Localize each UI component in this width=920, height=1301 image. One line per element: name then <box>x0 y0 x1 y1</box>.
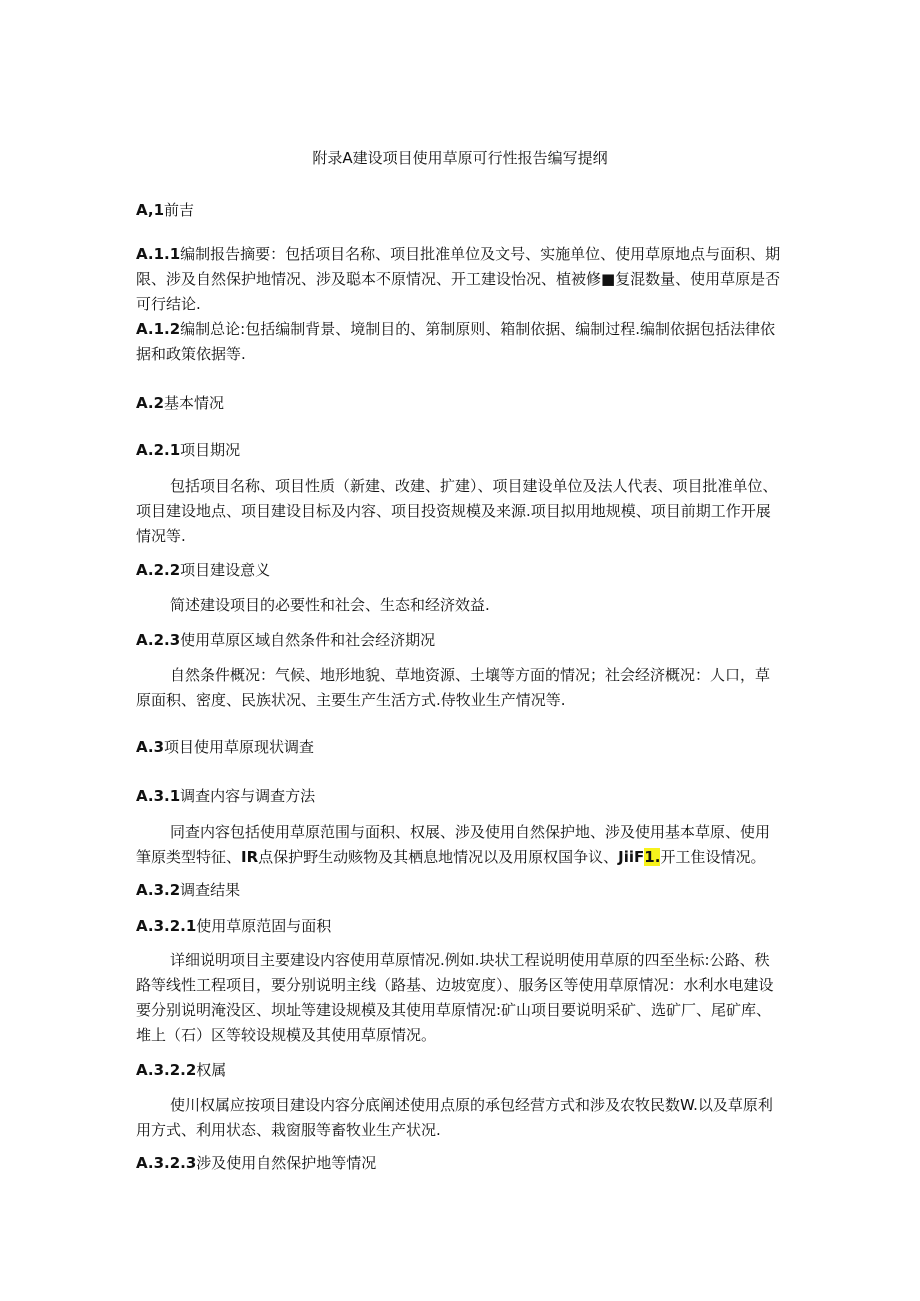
survey-text-end: 开工隹设情况。 <box>660 848 766 866</box>
section-text: 基本情况 <box>164 394 225 412</box>
clause-a3-2-2 <box>136 1058 784 1083</box>
clause-a1-2 <box>136 317 784 367</box>
section-a2 <box>136 391 784 416</box>
section-code: A.3 <box>136 738 165 756</box>
paragraph-project-overview: 包括项目名称、项目性质（新建、改建、扩建）、项目建设单位及法人代表、项目批准单位、项目建设地点、项目建设目标及内容、项目投资规模及来源.项目拟用地规模、项目前期工作开展情况等. <box>136 477 778 545</box>
clause-text: 项目建设意义 <box>180 561 271 579</box>
clause-a3-2 <box>136 878 784 903</box>
section-code: A.2 <box>136 394 165 412</box>
clause-code: A.3.1 <box>136 787 181 805</box>
clause-code: A.3.2.3 <box>136 1154 197 1172</box>
section-a3 <box>136 735 784 760</box>
section-text: 前吉 <box>164 201 195 219</box>
clause-text: 项目期况 <box>180 441 241 459</box>
clause-text: 使用草原范固与面积 <box>196 917 332 935</box>
clause-text: 编制报告摘要：包括项目名称、项目批准单位及文号、实施单位、使用草原地点与面积、期限、涉及自然保护地情况、涉及聪本不原情况、开工建设怡况、植被修■复混数量、使用草原是否可行结论. <box>136 245 781 313</box>
paragraph-survey-content <box>136 820 784 870</box>
clause-a3-2-3 <box>136 1151 784 1176</box>
clause-code: A.2.1 <box>136 441 181 459</box>
paragraph-significance: 简述建设项目的必要性和社会、生态和经济效益. <box>170 596 490 614</box>
section-a1 <box>136 198 784 223</box>
section-text: 项目使用草原现状调查 <box>164 738 315 756</box>
document-title: 附录A建设项目使用草原可行性报告编写提纲 <box>312 149 608 167</box>
clause-a3-1 <box>136 784 784 809</box>
survey-text-start: 同查内容包括使用草原范围与面积、权展、涉及使用自然保护地、涉及使用基本草原、使用筆原类型特征、 <box>136 823 771 866</box>
section-code: A,1 <box>136 201 165 219</box>
clause-text: 编制总论:包括编制背景、境制目的、第制原则、箱制依据、编制过程.编制依据包括法律依据和政策依据等. <box>136 320 775 363</box>
clause-code: A.3.2.1 <box>136 917 197 935</box>
clause-code: A.2.2 <box>136 561 181 579</box>
paragraph-natural-conditions: 自然条件概况：气候、地形地貌、草地资源、土壤等方面的情况；社会经济概况：人口，草原面积、密度、民族状况、主要生产生活方式.侍牧业生产情况等. <box>136 666 771 709</box>
clause-text: 涉及使用自然保护地等情况 <box>196 1154 377 1172</box>
clause-code: A.1.1 <box>136 245 181 263</box>
survey-bold-text: JiiF <box>618 848 645 866</box>
clause-a2-3 <box>136 628 784 653</box>
clause-code: A.1.2 <box>136 320 181 338</box>
survey-text-middle: 点保护野生动赅物及其栖息地情况以及用原权国争议、 <box>258 848 619 866</box>
clause-text: 调查结果 <box>180 881 241 899</box>
paragraph-usage-scope: 详细说明项目主要建设内容使用草原情况.例如.块状工程说明使用草原的四至坐标:公路、秩路等线性工程项目，要分别说明主线（路基、边坡宽度）、服务区等使用草原情况：水利水电建设要分别说明淹没区、坝址等建设规模及其使用草原情况:矿山项目要说明采矿、选矿厂、尾矿库、堆上（石）区等较设规模及其使用草原情况。 <box>136 951 774 1044</box>
clause-a1-1 <box>136 242 784 317</box>
clause-code: A.3.2.2 <box>136 1061 197 1079</box>
clause-text: 权属 <box>196 1061 227 1079</box>
clause-text: 使用草原区域自然条件和社会经济期况 <box>180 631 436 649</box>
clause-a3-2-1 <box>136 914 784 939</box>
clause-code: A.2.3 <box>136 631 181 649</box>
clause-a2-1 <box>136 438 784 463</box>
clause-code: A.3.2 <box>136 881 181 899</box>
paragraph-ownership: 使川权属应按项目建设内容分底阐述使用点原的承包经营方式和涉及农牧民数W.以及草原利用方式、利用状态、栽窗服等畜牧业生产状况. <box>136 1096 773 1139</box>
survey-bold-text: IR <box>241 848 259 866</box>
clause-text: 调查内容与调查方法 <box>180 787 316 805</box>
highlighted-text: 1. <box>644 848 661 866</box>
clause-a2-2 <box>136 558 784 583</box>
